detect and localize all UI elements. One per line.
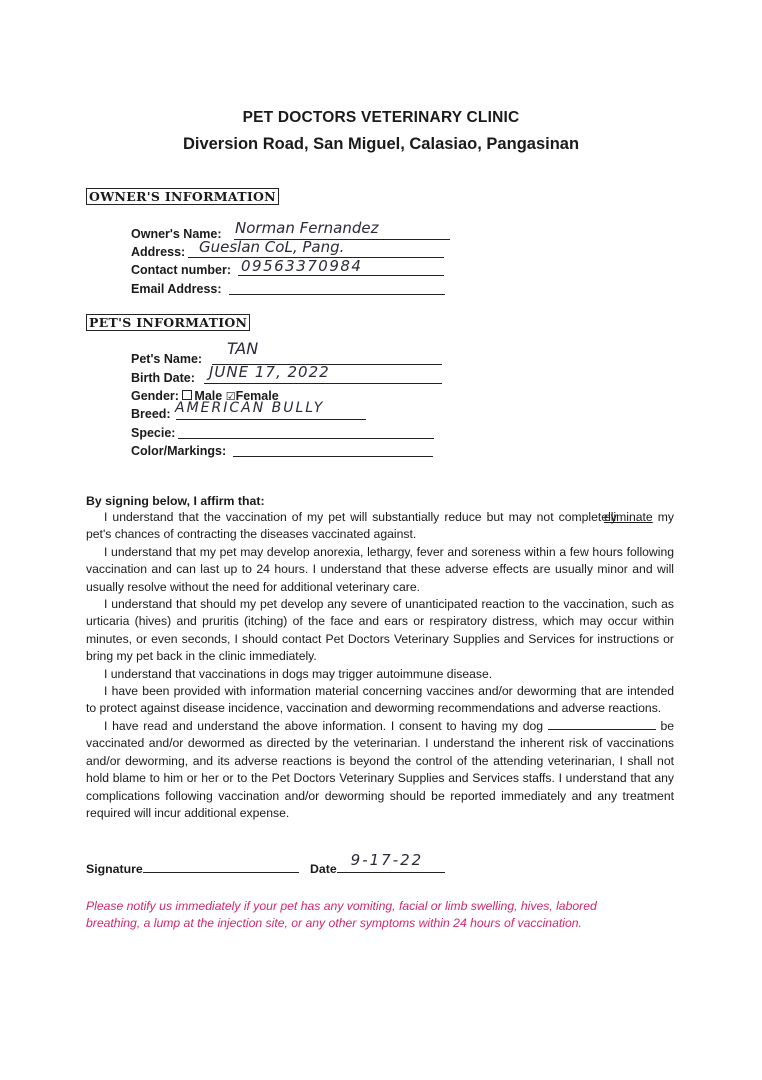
signature-label: Signature — [86, 862, 143, 876]
contact-value: 09563370984 — [241, 257, 363, 275]
contact-label: Contact number: — [131, 263, 231, 277]
dog-name-blank[interactable] — [548, 719, 656, 730]
male-label: Male — [194, 389, 223, 403]
color-markings-field[interactable] — [131, 443, 226, 459]
email-label: Email Address: — [131, 282, 222, 296]
consent-p1-underlined: eliminate — [603, 510, 653, 524]
signature-field[interactable] — [86, 862, 299, 876]
specie-field[interactable] — [131, 425, 175, 441]
consent-paragraph-3: I understand that should my pet develop any severe of unanticipated reaction to the vaccination, such as urticaria (hives) and pruritis (itching) of the face and ears or respiratory distress, which may occur within minutes, or even seconds, I should contact Pet Doctors Veterinary Supplies and Services for instructions or bring my pet back in the clinic immediately. — [86, 597, 674, 664]
pet-name-label: Pet's Name: — [131, 352, 203, 366]
owner-name-value: Norman Fernandez — [235, 219, 379, 237]
consent-p1-text: I understand that the vaccination of my pet will substantially reduce but may not completely — [104, 510, 617, 524]
pet-section-title: PET'S INFORMATION — [86, 314, 250, 331]
date-value: 9-17-22 — [350, 851, 424, 869]
male-checkbox[interactable] — [182, 390, 192, 400]
email-line — [229, 294, 445, 295]
consent-paragraph-2: I understand that my pet may develop anorexia, lethargy, fever and soreness within a few hours following vaccination and can last up to 24 hours. I understand that these adverse effects are usually minor and will usually resolve without the need for additional veterinary care. — [86, 544, 674, 594]
birth-date-field[interactable] — [131, 363, 330, 386]
consent-paragraph-6 — [86, 718, 674, 822]
email-field[interactable] — [131, 281, 222, 297]
specie-line — [178, 438, 434, 439]
birth-date-line — [204, 383, 442, 384]
signature-line — [143, 862, 299, 873]
owner-section-title: OWNER'S INFORMATION — [86, 188, 279, 205]
symptom-notice: Please notify us immediately if your pet has any vomiting, facial or limb swelling, hives, labored breathing, a lump at the injection site, or any other symptoms within 24 hours of vaccination. — [86, 899, 597, 930]
pet-name-field[interactable] — [131, 339, 259, 367]
consent-p1-rest: my pet's chances of contracting the diseases vaccinated against. — [86, 510, 675, 542]
breed-field[interactable] — [131, 400, 325, 422]
breed-value: AMERICAN BULLY — [175, 400, 325, 416]
consent-p6-rest: be vaccinated and/or dewormed as directed by the veterinarian. I understand the inherent risk of vaccinations and/or deworming, and its adverse reactions is beyond the control of the attending veterinarian, I shall not hold blame to him or her or to the Pet Doctors Veterinary Supplies and Services staffs. I understand that any complications following vaccination and/or deworming should be reported immediately and any treatment required will incur additional expense. — [86, 718, 675, 820]
consent-paragraph-5: I have been provided with information material concerning vaccines and/or deworming that are intended to protect against disease incidence, vaccination and deworming recommendations and adverse reactions. — [86, 684, 674, 716]
female-checkmark-icon: ☑ — [225, 391, 236, 403]
female-label: Female — [235, 389, 279, 403]
address-label: Address: — [131, 245, 186, 259]
date-line — [337, 851, 445, 873]
address-value: Gueslan CoL, Pang. — [199, 238, 345, 256]
consent-p6-text: I have read and understand the above information. I consent to having my dog — [104, 718, 544, 733]
consent-paragraph-4: I understand that vaccinations in dogs may trigger autoimmune disease. — [104, 666, 493, 681]
consent-paragraph-1 — [86, 509, 674, 544]
color-markings-label: Color/Markings: — [131, 444, 227, 458]
breed-label: Breed: — [131, 407, 171, 421]
gender-label: Gender: — [131, 389, 179, 403]
consent-paragraphs — [86, 509, 674, 822]
date-label: Date — [310, 862, 337, 876]
contact-line — [238, 275, 444, 276]
pet-name-value: TAN — [227, 339, 259, 358]
birth-date-label: Birth Date: — [131, 371, 195, 385]
color-markings-line — [233, 456, 433, 457]
clinic-address: Diversion Road, San Miguel, Calasiao, Pangasinan — [182, 135, 580, 153]
date-field[interactable] — [310, 851, 445, 876]
owner-name-label: Owner's Name: — [131, 227, 222, 241]
breed-line — [176, 419, 366, 420]
specie-label: Specie: — [131, 426, 176, 440]
birth-date-value: JUNE 17, 2022 — [209, 363, 330, 381]
clinic-name: PET DOCTORS VETERINARY CLINIC — [242, 109, 520, 126]
address-field[interactable] — [131, 238, 345, 260]
contact-field[interactable] — [131, 257, 363, 278]
affirm-intro: By signing below, I affirm that: — [86, 494, 265, 508]
